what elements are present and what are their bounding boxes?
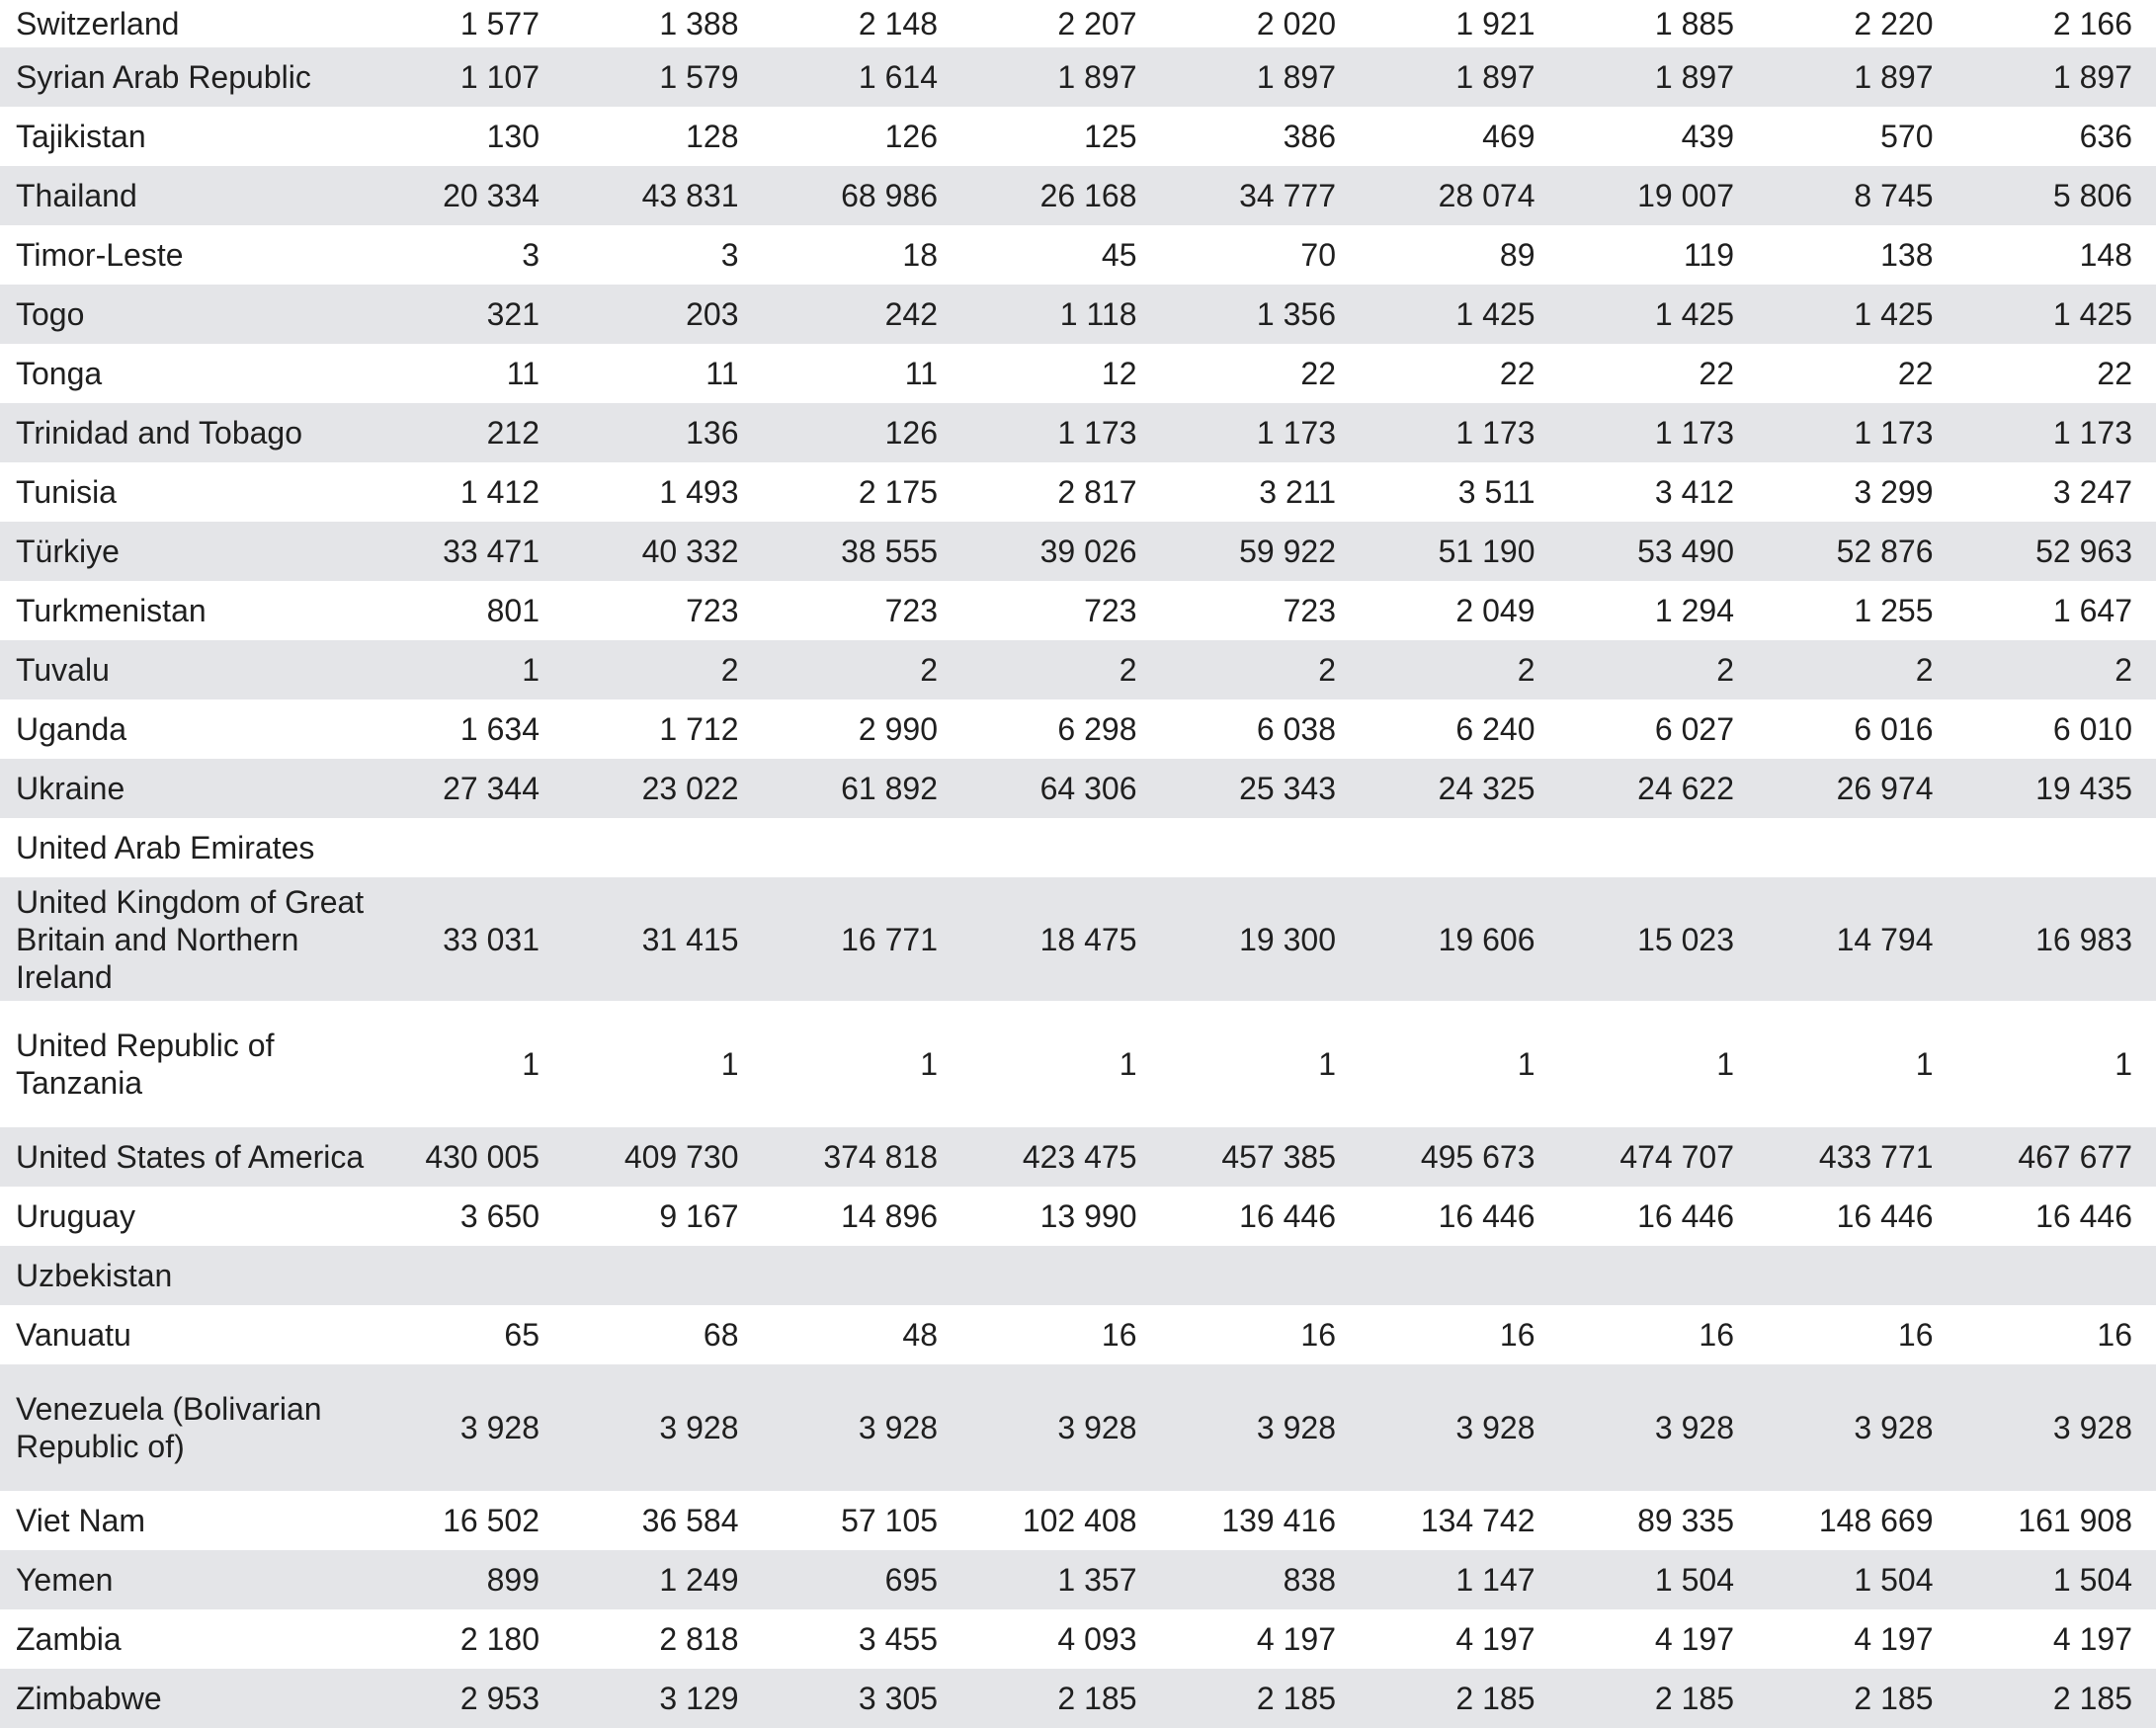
value-cell: 1 921 [1455,6,1535,41]
value-cell: 15 023 [1637,921,1734,957]
value-cell: 2 185 [1057,1681,1137,1716]
value-cell: 1 425 [2052,296,2132,332]
table-row [0,285,2156,344]
value-cell: 1 [2115,1046,2132,1082]
value-cell: 25 343 [1239,771,1336,806]
value-cell: 2 180 [459,1621,539,1657]
country-name-cell: Uganda [16,711,127,747]
value-cell: 22 [2097,356,2132,391]
value-cell: 2 185 [1455,1681,1535,1716]
value-cell: 134 742 [1420,1503,1535,1538]
value-cell: 26 974 [1836,771,1934,806]
value-cell: 439 [1681,119,1734,154]
value-cell: 1 577 [459,6,539,41]
value-cell: 139 416 [1221,1503,1336,1538]
value-cell: 723 [1084,593,1137,628]
value-cell: 6 016 [1854,711,1934,747]
value-cell: 2 185 [1654,1681,1734,1716]
value-cell: 3 299 [1854,474,1934,510]
country-name-cell: Ukraine [16,771,125,806]
value-cell: 23 022 [641,771,739,806]
table-row [0,1609,2156,1669]
value-cell: 2 020 [1256,6,1336,41]
value-cell: 242 [884,296,938,332]
table-row [0,1491,2156,1550]
country-name-cell: Thailand [16,178,137,213]
value-cell: 3 247 [2052,474,2132,510]
value-cell: 1 412 [459,474,539,510]
value-cell: 1 425 [1654,296,1734,332]
value-cell: 1 504 [2052,1562,2132,1598]
value-cell: 2 185 [1854,1681,1934,1716]
value-cell: 1 173 [1455,415,1535,451]
country-name-cell: Togo [16,296,85,332]
value-cell: 27 344 [443,771,539,806]
value-cell: 1 118 [1059,296,1137,332]
table-row [0,1246,2156,1305]
table-row [0,1669,2156,1728]
value-cell: 899 [486,1562,539,1598]
value-cell: 11 [904,356,938,391]
value-cell: 89 [1499,237,1535,273]
value-cell: 68 986 [841,178,938,213]
value-cell: 16 771 [841,921,938,957]
table-row [0,225,2156,285]
value-cell: 45 [1101,237,1137,273]
value-cell: 1 173 [1854,415,1934,451]
country-name-cell: United Arab Emirates [16,830,315,865]
country-name-cell: Switzerland [16,6,180,41]
value-cell: 2 220 [1854,6,1934,41]
value-cell: 3 511 [1457,474,1535,510]
value-cell: 59 922 [1239,534,1336,569]
value-cell: 16 [1101,1317,1137,1353]
country-name-cell: Uruguay [16,1198,135,1234]
value-cell: 423 475 [1022,1139,1137,1175]
value-cell: 838 [1283,1562,1336,1598]
value-cell: 1 [1716,1046,1734,1082]
value-cell: 1 897 [1654,59,1734,95]
table-row [0,166,2156,225]
value-cell: 3 928 [659,1410,739,1445]
country-name-cell: United States of America [16,1139,365,1175]
country-name-cell: United Republic of Tanzania [16,1028,275,1101]
value-cell: 1 897 [1256,59,1336,95]
country-name-cell: Tunisia [16,474,117,510]
table-row [0,1187,2156,1246]
value-cell: 2 953 [459,1681,539,1716]
value-cell: 1 388 [659,6,739,41]
value-cell: 57 105 [841,1503,938,1538]
value-cell: 1 504 [1854,1562,1934,1598]
value-cell: 22 [1300,356,1336,391]
country-name-cell: Turkmenistan [16,593,207,628]
value-cell: 2 [920,652,938,688]
value-cell: 1 493 [659,474,739,510]
value-cell: 126 [884,119,938,154]
value-cell: 801 [486,593,539,628]
country-name-cell: Viet Nam [16,1503,146,1538]
value-cell: 1 885 [1654,6,1734,41]
value-cell: 1 294 [1654,593,1734,628]
value-cell: 48 [902,1317,938,1353]
value-cell: 14 896 [841,1198,938,1234]
value-cell: 1 255 [1854,593,1934,628]
value-cell: 1 173 [1256,415,1336,451]
value-cell: 3 129 [659,1681,739,1716]
value-cell: 13 990 [1039,1198,1137,1234]
value-cell: 3 928 [2052,1410,2132,1445]
country-name-cell: Syrian Arab Republic [16,59,311,95]
value-cell: 203 [686,296,739,332]
value-cell: 34 777 [1239,178,1336,213]
value-cell: 3 928 [1455,1410,1535,1445]
value-cell: 11 [705,356,739,391]
value-cell: 723 [1283,593,1336,628]
value-cell: 3 650 [459,1198,539,1234]
value-cell: 128 [686,119,739,154]
value-cell: 2 990 [858,711,938,747]
value-cell: 2 [2115,652,2132,688]
value-cell: 1 614 [858,59,938,95]
value-cell: 9 167 [659,1198,739,1234]
table-row [0,640,2156,699]
table-row [0,403,2156,462]
value-cell: 1 [1517,1046,1535,1082]
table-row [0,1550,2156,1609]
table-row [0,344,2156,403]
value-cell: 3 305 [858,1681,938,1716]
value-cell: 6 038 [1256,711,1336,747]
value-cell: 43 831 [641,178,739,213]
value-cell: 31 415 [641,921,739,957]
country-name-cell: United Kingdom of Great Britain and Northern Ireland [16,883,365,995]
country-name-cell: Vanuatu [16,1317,131,1353]
value-cell: 1 [522,652,539,688]
value-cell: 19 007 [1637,178,1734,213]
table-row [0,1364,2156,1491]
value-cell: 126 [884,415,938,451]
value-cell: 18 [902,237,938,273]
value-cell: 3 928 [1057,1410,1137,1445]
table-row [0,1127,2156,1187]
value-cell: 16 446 [1438,1198,1535,1234]
value-cell: 469 [1482,119,1535,154]
table-row [0,1305,2156,1364]
value-cell: 1 [920,1046,938,1082]
value-cell: 1 249 [659,1562,739,1598]
value-cell: 409 730 [623,1139,739,1175]
value-cell: 6 027 [1654,711,1734,747]
value-cell: 51 190 [1438,534,1535,569]
value-cell: 1 897 [2052,59,2132,95]
value-cell: 52 876 [1836,534,1934,569]
table-row [0,107,2156,166]
value-cell: 119 [1683,237,1734,273]
value-cell: 24 325 [1438,771,1535,806]
table-row [0,581,2156,640]
value-cell: 1 [1119,1046,1137,1082]
table-row [0,1001,2156,1127]
value-cell: 2 [1915,652,1934,688]
value-cell: 68 [703,1317,739,1353]
value-cell: 89 335 [1637,1503,1734,1538]
value-cell: 1 [1915,1046,1934,1082]
value-cell: 2 185 [2052,1681,2132,1716]
value-cell: 1 579 [659,59,739,95]
value-cell: 16 [1699,1317,1734,1353]
value-cell: 4 197 [2052,1621,2132,1657]
table-row [0,462,2156,522]
value-cell: 6 010 [2052,711,2132,747]
value-cell: 1 356 [1256,296,1336,332]
value-cell: 1 425 [1455,296,1535,332]
value-cell: 148 669 [1818,1503,1934,1538]
value-cell: 3 928 [858,1410,938,1445]
table-row [0,818,2156,877]
value-cell: 1 897 [1455,59,1535,95]
value-cell: 1 504 [1654,1562,1734,1598]
value-cell: 52 963 [2035,534,2132,569]
value-cell: 695 [884,1562,938,1598]
value-cell: 457 385 [1221,1139,1336,1175]
value-cell: 1 173 [1654,415,1734,451]
value-cell: 1 173 [1057,415,1137,451]
value-cell: 1 [522,1046,539,1082]
value-cell: 6 240 [1455,711,1535,747]
country-name-cell: Uzbekistan [16,1258,173,1293]
value-cell: 16 502 [443,1503,539,1538]
table-row [0,0,2156,47]
value-cell: 16 446 [1239,1198,1336,1234]
value-cell: 1 357 [1057,1562,1137,1598]
value-cell: 1 897 [1854,59,1934,95]
value-cell: 3 928 [459,1410,539,1445]
country-name-cell: Tajikistan [16,119,146,154]
value-cell: 1 [1318,1046,1336,1082]
value-cell: 636 [2079,119,2132,154]
value-cell: 1 107 [459,59,539,95]
value-cell: 1 647 [2052,593,2132,628]
value-cell: 33 031 [443,921,539,957]
value-cell: 11 [506,356,539,391]
value-cell: 22 [1897,356,1934,391]
table-row [0,699,2156,759]
country-name-cell: Tonga [16,356,103,391]
country-name-cell: Zambia [16,1621,122,1657]
value-cell: 53 490 [1637,534,1734,569]
value-cell: 16 446 [1836,1198,1934,1234]
value-cell: 40 332 [641,534,739,569]
value-cell: 24 622 [1637,771,1734,806]
value-cell: 4 197 [1854,1621,1934,1657]
value-cell: 3 928 [1854,1410,1934,1445]
value-cell: 136 [686,415,739,451]
country-name-cell: Trinidad and Tobago [16,415,302,451]
value-cell: 14 794 [1836,921,1934,957]
value-cell: 33 471 [443,534,539,569]
value-cell: 4 197 [1654,1621,1734,1657]
value-cell: 2 148 [858,6,938,41]
value-cell: 2 817 [1057,474,1137,510]
value-cell: 1 425 [1854,296,1934,332]
value-cell: 3 928 [1654,1410,1734,1445]
value-cell: 3 [720,237,739,273]
country-name-cell: Yemen [16,1562,114,1598]
value-cell: 4 197 [1455,1621,1535,1657]
value-cell: 4 093 [1057,1621,1137,1657]
value-cell: 1 634 [459,711,539,747]
value-cell: 61 892 [841,771,938,806]
value-cell: 467 677 [2018,1139,2132,1175]
value-cell: 321 [486,296,539,332]
value-cell: 6 298 [1057,711,1137,747]
value-cell: 3 412 [1654,474,1734,510]
value-cell: 2 [720,652,739,688]
country-name-cell: Tuvalu [16,652,110,688]
value-cell: 723 [884,593,938,628]
value-cell: 16 [1499,1317,1535,1353]
value-cell: 12 [1101,356,1137,391]
value-cell: 2 818 [659,1621,739,1657]
value-cell: 430 005 [425,1139,539,1175]
table-row [0,759,2156,818]
value-cell: 2 207 [1057,6,1137,41]
table-row [0,47,2156,107]
value-cell: 19 606 [1438,921,1535,957]
value-cell: 3 [522,237,539,273]
value-cell: 102 408 [1022,1503,1137,1538]
value-cell: 125 [1084,119,1137,154]
value-cell: 19 300 [1239,921,1336,957]
value-cell: 138 [1880,237,1934,273]
table-row [0,877,2156,1001]
value-cell: 28 074 [1438,178,1535,213]
value-cell: 161 908 [2018,1503,2132,1538]
value-cell: 16 [1300,1317,1336,1353]
country-name-cell: Türkiye [16,534,120,569]
value-cell: 570 [1880,119,1934,154]
value-cell: 4 197 [1256,1621,1336,1657]
value-cell: 39 026 [1039,534,1137,569]
value-cell: 374 818 [823,1139,938,1175]
value-cell: 65 [504,1317,539,1353]
value-cell: 18 475 [1039,921,1137,957]
value-cell: 212 [486,415,539,451]
value-cell: 16 [1897,1317,1934,1353]
value-cell: 38 555 [841,534,938,569]
value-cell: 19 435 [2035,771,2132,806]
value-cell: 2 [1119,652,1137,688]
value-cell: 3 928 [1256,1410,1336,1445]
value-cell: 64 306 [1039,771,1137,806]
value-cell: 1 897 [1057,59,1137,95]
value-cell: 16 [2097,1317,2132,1353]
value-cell: 386 [1283,119,1336,154]
value-cell: 22 [1499,356,1535,391]
value-cell: 2 [1517,652,1535,688]
value-cell: 8 745 [1854,178,1934,213]
value-cell: 16 983 [2035,921,2132,957]
value-cell: 70 [1300,237,1336,273]
value-cell: 26 168 [1039,178,1137,213]
value-cell: 20 334 [443,178,539,213]
value-cell: 2 175 [858,474,938,510]
value-cell: 1 147 [1455,1562,1535,1598]
value-cell: 1 173 [2052,415,2132,451]
country-name-cell: Timor-Leste [16,237,184,273]
value-cell: 723 [686,593,739,628]
value-cell: 495 673 [1420,1139,1535,1175]
value-cell: 2 185 [1256,1681,1336,1716]
value-cell: 3 455 [858,1621,938,1657]
value-cell: 36 584 [641,1503,739,1538]
value-cell: 16 446 [2035,1198,2132,1234]
value-cell: 433 771 [1818,1139,1934,1175]
value-cell: 2 166 [2052,6,2132,41]
value-cell: 22 [1699,356,1734,391]
value-cell: 5 806 [2052,178,2132,213]
value-cell: 130 [486,119,539,154]
value-cell: 1 712 [659,711,739,747]
value-cell: 2 049 [1455,593,1535,628]
value-cell: 148 [2079,237,2132,273]
value-cell: 474 707 [1619,1139,1734,1175]
country-name-cell: Venezuela (Bolivarian Republic of) [16,1391,322,1464]
table-row [0,522,2156,581]
country-name-cell: Zimbabwe [16,1681,162,1716]
value-cell: 1 [720,1046,739,1082]
value-cell: 2 [1716,652,1734,688]
value-cell: 3 211 [1259,474,1336,510]
value-cell: 16 446 [1637,1198,1734,1234]
value-cell: 2 [1318,652,1336,688]
